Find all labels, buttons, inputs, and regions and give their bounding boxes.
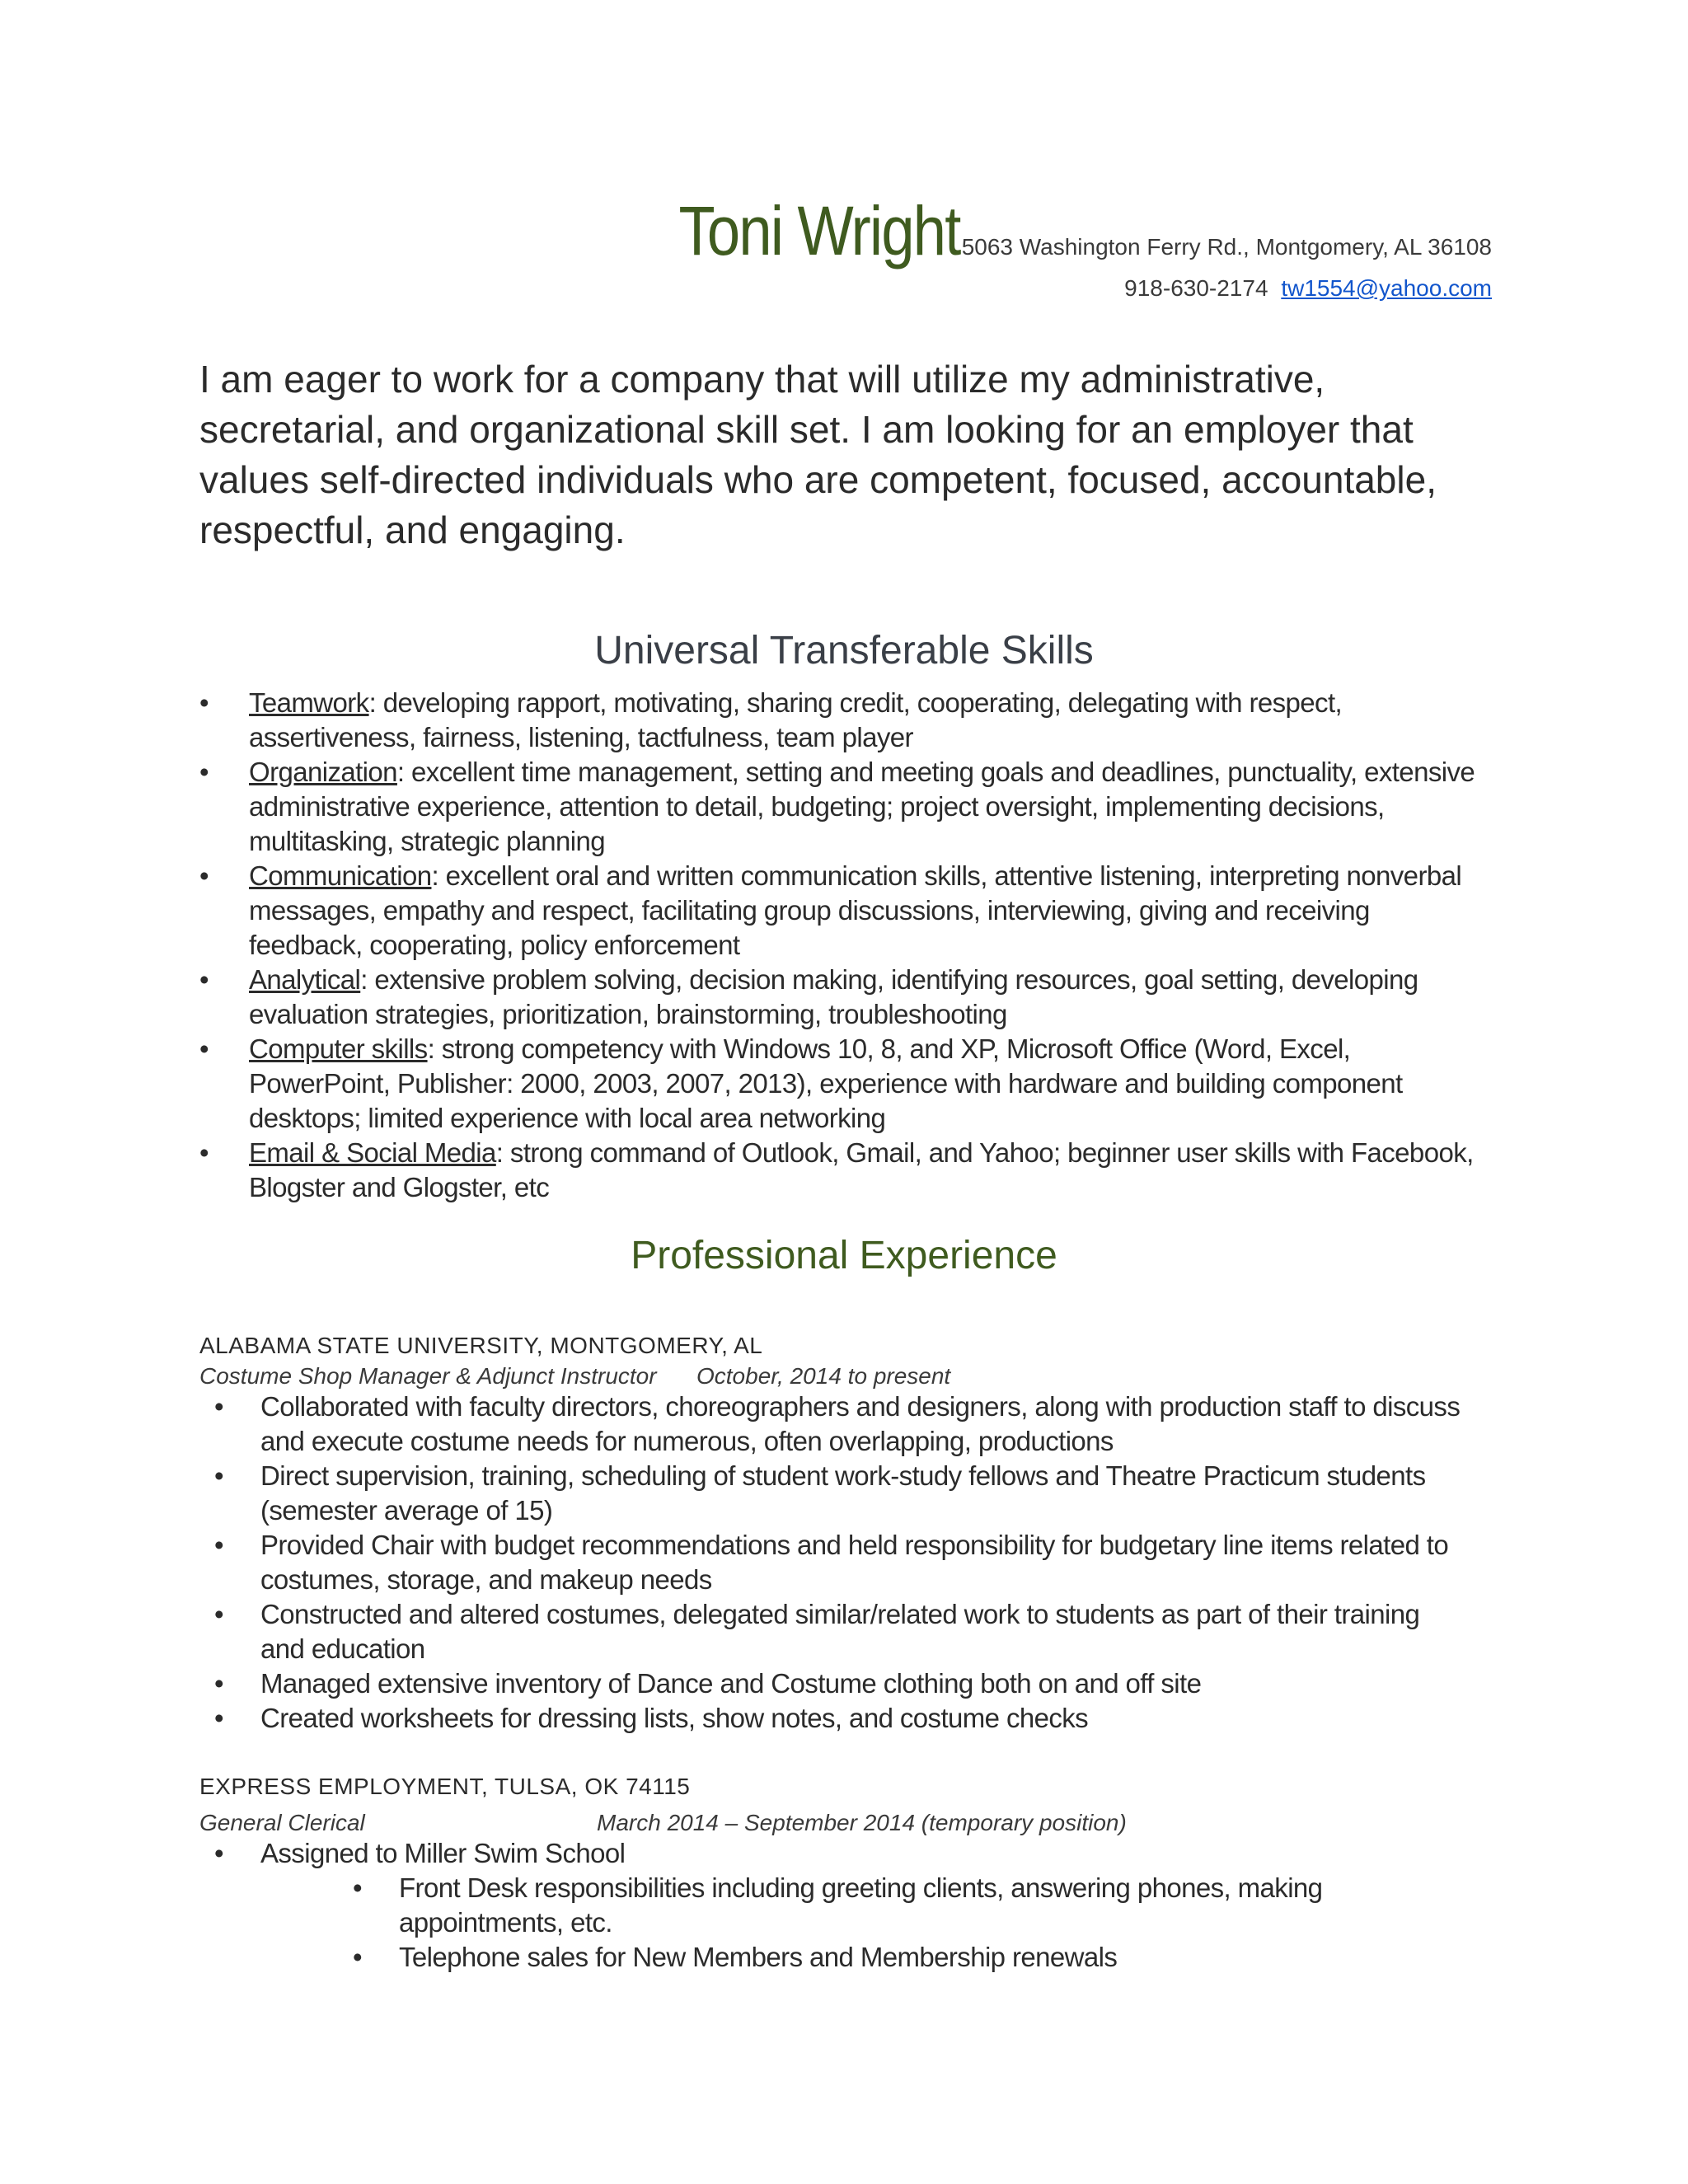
subduty-item [338,1940,1327,1975]
skill-text: : strong command of Outlook, Gmail, and Yahoo; beginner user skills with Facebook, Blogster and Glogster, etc [249,1137,1474,1202]
duty-item [199,1459,1469,1528]
duty-text: Assigned to Miller Swim School [260,1838,626,1868]
duty-item [199,1836,1469,1871]
person-name: Toni Wright [678,192,960,269]
skills-heading: Universal Transferable Skills [594,629,1094,673]
skill-text: : excellent time management, setting and meeting goals and deadlines, punctuality, extensive administrative experience, attention to detail, budgeting; project oversight, implementing decisions, multitasking, strategic planning [249,757,1475,856]
job-duties [199,1836,1469,1871]
skill-name: Email & Social Media [249,1137,496,1168]
job-title: General Clerical [199,1810,365,1835]
job-org: ALABAMA STATE UNIVERSITY, MONTGOMERY, AL [199,1333,763,1358]
subduty-text: Telephone sales for New Members and Membership renewals [399,1942,1118,1972]
job-subduties [338,1871,1327,1975]
skill-text: : extensive problem solving, decision making, identifying resources, goal setting, developing evaluation strategies, prioritization, brainstorming, troubleshooting [249,964,1418,1029]
skill-name: Computer skills [249,1033,428,1064]
bullet: • [353,1942,362,1972]
bullet: • [199,964,209,995]
job-org: EXPRESS EMPLOYMENT, TULSA, OK 74115 [199,1774,691,1799]
subduty-item [338,1871,1327,1940]
skill-item [199,859,1485,963]
job-title: Costume Shop Manager & Adjunct Instructor [199,1363,657,1389]
duty-text: Direct supervision, training, scheduling of student work-study fellows and Theatre Practicum students (semester average of 15) [260,1460,1426,1526]
duty-item [199,1597,1469,1666]
skill-text: : strong competency with Windows 10, 8, and XP, Microsoft Office (Word, Excel, PowerPoint, Publisher: 2000, 2003, 2007, 2013), experience with hardware and building component desktops; limited experience with local area networking [249,1033,1403,1133]
duty-text: Provided Chair with budget recommendations and held responsibility for budgetary line items related to costumes, storage, and makeup needs [260,1530,1449,1595]
phone: 918-630-2174 [1124,275,1268,301]
duty-text: Created worksheets for dressing lists, show notes, and costume checks [260,1703,1089,1733]
duty-item [199,1666,1469,1701]
job-duties [199,1390,1469,1736]
skill-text: : developing rapport, motivating, sharing credit, cooperating, delegating with respect, assertiveness, fairness, listening, tactfulness, team player [249,687,1343,752]
job-role-line [199,1363,951,1390]
bullet: • [199,1137,209,1168]
duty-item [199,1390,1469,1459]
bullet: • [214,1460,223,1491]
header-name-line [633,191,1492,271]
skill-name: Communication [249,860,432,891]
contact-line [1124,275,1492,302]
skill-item [199,963,1485,1032]
bullet: • [199,687,209,718]
job-role-line [199,1810,1127,1836]
bullet: • [214,1599,223,1629]
skill-item [199,686,1485,755]
job-dates: October, 2014 to present [696,1363,951,1389]
address: 5063 Washington Ferry Rd., Montgomery, AL 36108 [961,234,1492,260]
duty-text: Managed extensive inventory of Dance and Costume clothing both on and off site [260,1668,1202,1699]
objective-statement: I am eager to work for a company that will utilize my administrative, secretarial, and organizational skill set. I am looking for an employer that values self-directed individuals who are competent, focused, accountable, respectful, and engaging. [199,358,1437,551]
bullet: • [199,1033,209,1064]
bullet: • [214,1668,223,1699]
skill-item [199,1032,1485,1136]
bullet: • [353,1872,362,1903]
bullet: • [199,757,209,787]
skill-name: Analytical [249,964,361,995]
subduty-text: Front Desk responsibilities including greeting clients, answering phones, making appointments, etc. [399,1872,1323,1938]
bullet: • [199,860,209,891]
duty-text: Collaborated with faculty directors, choreographers and designers, along with production staff to discuss and execute costume needs for numerous, often overlapping, productions [260,1391,1461,1456]
bullet: • [214,1530,223,1560]
bullet: • [214,1391,223,1422]
email-link[interactable]: tw1554@yahoo.com [1281,275,1492,301]
skill-text: : excellent oral and written communication skills, attentive listening, interpreting nonverbal messages, empathy and respect, facilitating group discussions, interviewing, giving and receiving feedback, cooperating, policy enforcement [249,860,1462,960]
duty-text: Constructed and altered costumes, delegated similar/related work to students as part of their training and education [260,1599,1420,1664]
skill-name: Teamwork [249,687,369,718]
skill-item [199,1136,1485,1205]
skill-name: Organization [249,757,397,787]
skill-item [199,755,1485,859]
duty-item [199,1701,1469,1736]
bullet: • [214,1703,223,1733]
job-dates: March 2014 – September 2014 (temporary position) [597,1810,1127,1835]
duty-item [199,1528,1469,1597]
bullet: • [214,1838,223,1868]
experience-heading: Professional Experience [631,1234,1057,1277]
skills-list [199,686,1485,1205]
